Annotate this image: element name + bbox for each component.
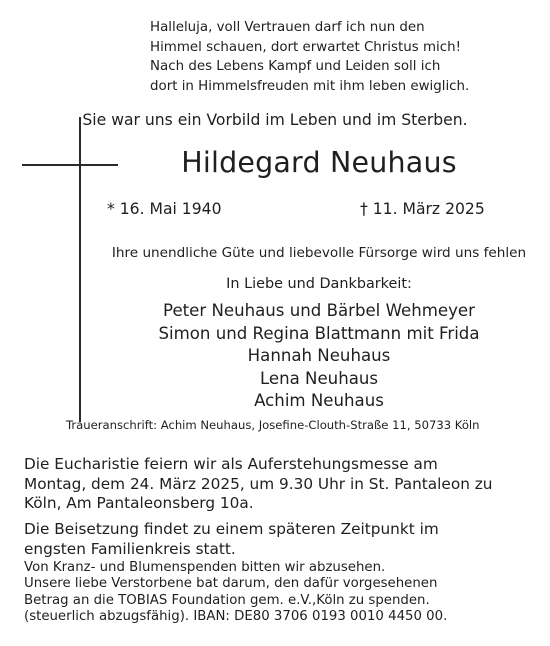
donation-line: Betrag an die TOBIAS Foundation gem. e.V.,Köln zu spenden. — [24, 592, 430, 608]
burial-notice — [24, 520, 439, 559]
poem-line: Nach des Lebens Kampf und Leiden soll ich — [150, 59, 441, 74]
family-member: Achim Neuhaus — [254, 391, 384, 410]
poem-line: Himmel schauen, dort erwartet Christus mich! — [150, 39, 461, 55]
family-list — [94, 300, 544, 413]
motto: Sie war uns ein Vorbild im Leben und im Sterben. — [82, 111, 468, 129]
family-member: Peter Neuhaus und Bärbel Wehmeyer — [163, 301, 475, 320]
donation-line: (steuerlich abzugsfähig). IBAN: DE80 3706 0193 0010 4450 00. — [24, 609, 448, 625]
birth-date: * 16. Mai 1940 — [107, 200, 222, 218]
deceased-name: Hildegard Neuhaus — [181, 146, 457, 179]
death-date: † 11. März 2025 — [360, 200, 485, 218]
goodness-line: Ihre unendliche Güte und liebevolle Fürsorge wird uns fehlen — [111, 245, 527, 261]
family-member: Simon und Regina Blattmann mit Frida — [158, 323, 480, 343]
poem-line: dort in Himmelsfreuden mit ihm leben ewiglich. — [150, 78, 470, 94]
cross-icon-vertical — [79, 117, 81, 422]
donation-notice — [24, 560, 447, 626]
poem — [150, 18, 469, 96]
burial-line: engsten Familienkreis statt. — [24, 539, 236, 558]
mass-notice — [24, 455, 492, 514]
donation-line: Von Kranz- und Blumenspenden bitten wir abzusehen. — [24, 560, 386, 575]
family-member: Hannah Neuhaus — [247, 346, 391, 365]
gratitude-heading: In Liebe und Dankbarkeit: — [226, 276, 412, 292]
donation-line: Unsere liebe Verstorbene bat darum, den dafür vorgesehenen — [24, 576, 438, 592]
poem-line: Halleluja, voll Vertrauen darf ich nun den — [150, 20, 425, 35]
mass-line: Montag, dem 24. März 2025, um 9.30 Uhr in St. Pantaleon zu — [24, 474, 493, 493]
mourning-address: Traueranschrift: Achim Neuhaus, Josefine-Clouth-Straße 11, 50733 Köln — [66, 418, 480, 432]
family-member: Lena Neuhaus — [259, 368, 379, 388]
burial-line: Die Beisetzung findet zu einem späteren Zeitpunkt im — [24, 520, 439, 538]
mass-line: Köln, Am Pantaleonsberg 10a. — [24, 494, 254, 513]
mass-line: Die Eucharistie feiern wir als Auferstehungsmesse am — [24, 455, 438, 473]
